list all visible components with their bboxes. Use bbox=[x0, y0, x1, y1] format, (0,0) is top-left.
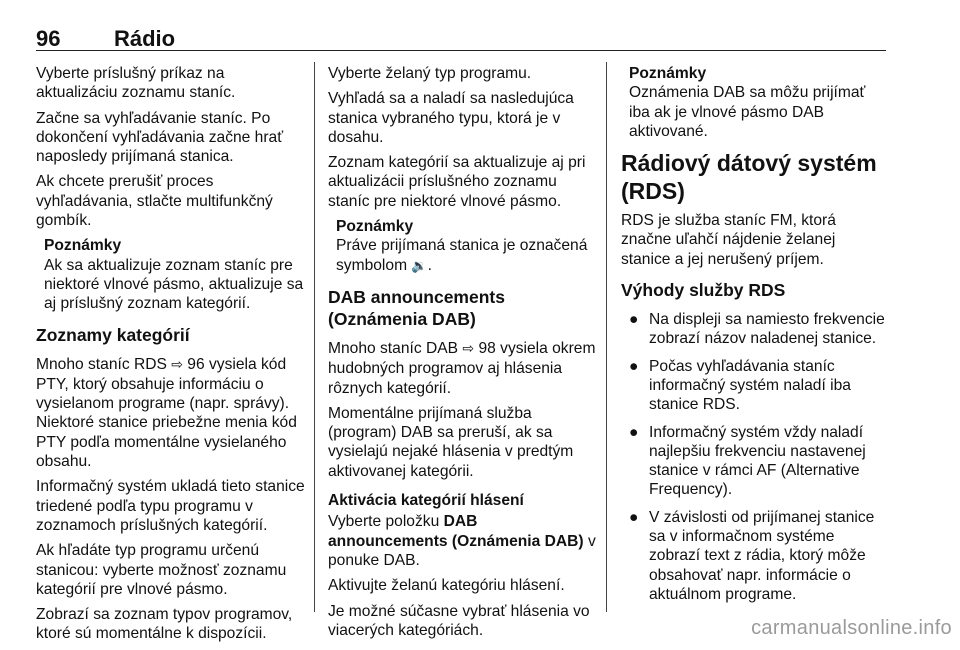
heading-rds-benefits: Výhody služby RDS bbox=[621, 280, 786, 301]
paragraph: Vyberte príslušný príkaz na aktualizáciu zoznamu staníc. bbox=[36, 65, 236, 102]
page-header bbox=[36, 22, 886, 52]
paragraph: Zobrazí sa zoznam typov programov, ktoré sú momentálne k dispozícii. bbox=[36, 606, 293, 643]
column-3 bbox=[621, 64, 889, 612]
heading-dab-announcements: DAB announcements (Oznámenia DAB) bbox=[328, 286, 505, 329]
paragraph: Informačný systém ukladá tieto stanice triedené podľa typu programu v zoznamoch príslušných kategórií. bbox=[36, 478, 305, 534]
column-2 bbox=[328, 64, 598, 646]
speaker-icon: 🔉 bbox=[411, 258, 428, 274]
paragraph: RDS je služba staníc FM, ktorá značne uľahčí nájdenie želanej stanice a jej nerušený príjem. bbox=[621, 212, 836, 268]
paragraph: Vyberte želaný typ programu. bbox=[328, 65, 532, 82]
paragraph: Aktivujte želanú kategóriu hlásení. bbox=[328, 577, 565, 595]
list-item: ● V závislosti od prijímanej stanice sa v informačnom systéme zobrazí text z rádia, ktorý môže obsahovať napr. informácie o aktuálnom programe. bbox=[629, 508, 875, 603]
page-reference[interactable]: 98 bbox=[478, 339, 496, 357]
watermark: carmanualsonline.info bbox=[751, 617, 952, 639]
column-divider-2 bbox=[606, 62, 607, 612]
subheading-activation: Aktivácia kategórií hlásení bbox=[328, 492, 524, 510]
note-title: Poznámky bbox=[44, 237, 122, 255]
note-box bbox=[629, 64, 889, 141]
note-text: Oznámenia DAB sa môžu prijímať iba ak je vlnové pásmo DAB aktivované. bbox=[629, 84, 866, 140]
paragraph: Začne sa vyhľadávanie staníc. Po dokončení vyhľadávania začne hrať naposledy prijímaná stanica. bbox=[36, 109, 284, 166]
section-title: Rádio bbox=[114, 26, 176, 51]
note-title: Poznámky bbox=[629, 65, 707, 82]
paragraph: Ak chcete prerušiť proces vyhľadávania, stlačte multifunkčný gombík. bbox=[36, 173, 273, 230]
column-1 bbox=[36, 64, 306, 650]
page-number: 96 bbox=[36, 26, 61, 51]
bullet-icon: ● bbox=[629, 311, 639, 329]
paragraph: Vyberte položku DAB announcements (Oznámenia DAB) v ponuke DAB. bbox=[328, 513, 596, 569]
page-reference[interactable]: 96 bbox=[187, 355, 205, 373]
note-title: Poznámky bbox=[336, 218, 414, 236]
note-text: Ak sa aktualizuje zoznam staníc pre niektoré vlnové pásmo, aktualizuje sa aj príslušný zoznam kategórií. bbox=[44, 256, 304, 313]
list-item: ● Na displeji sa namiesto frekvencie zobrazí názov naladenej stanice. bbox=[629, 311, 885, 348]
list-item: ● Informačný systém vždy naladí najlepšiu frekvenciu nastavenej stanice v rámci AF (Alternative Frequency). bbox=[629, 423, 866, 499]
heading-category-lists: Zoznamy kategórií bbox=[36, 324, 190, 345]
bullet-icon: ● bbox=[629, 423, 639, 441]
rds-benefits-list bbox=[621, 310, 889, 604]
list-item: ● Počas vyhľadávania staníc informačný systém naladí iba stanice RDS. bbox=[629, 357, 851, 414]
paragraph: Je možné súčasne vybrať hlásenia vo viacerých kategóriách. bbox=[328, 602, 590, 639]
paragraph: Vyhľadá sa a naladí sa nasledujúca stanica vybraného typu, ktorá je v dosahu. bbox=[328, 90, 574, 146]
page-reference-arrow-icon: ⇨ bbox=[462, 340, 475, 357]
page-reference-arrow-icon: ⇨ bbox=[171, 356, 183, 373]
menu-item-reference: DAB announcements (Oznámenia DAB) bbox=[328, 513, 584, 550]
note-text: Práve prijímaná stanica je označená symbolom 🔉. bbox=[336, 237, 588, 274]
paragraph: Momentálne prijímaná služba (program) DAB sa preruší, ak sa vysielajú nejaké hlásenia v predtým aktivovanej kategórii. bbox=[328, 404, 574, 480]
bullet-icon: ● bbox=[629, 357, 639, 375]
heading-rds: Rádiový dátový systém (RDS) bbox=[621, 150, 877, 205]
paragraph: Mnoho staníc DAB ⇨ 98 vysiela okrem hudobných programov aj hlásenia rôznych kategórií. bbox=[328, 339, 596, 397]
paragraph: Mnoho staníc RDS ⇨ 96 vysiela kód PTY, ktorý obsahuje informáciu o vysielanom programe (napr. správy). Niektoré stanice priebežne menia kód PTY podľa momentálne vysielaného obsahu. bbox=[36, 355, 297, 471]
paragraph: Ak hľadáte typ programu určenú stanicou: vyberte možnosť zoznamu kategórií pre vlnové pásmo. bbox=[36, 542, 287, 598]
paragraph: Zoznam kategórií sa aktualizuje aj pri aktualizácii príslušného zoznamu staníc pre niektoré vlnové pásmo. bbox=[328, 154, 586, 210]
header-rule bbox=[36, 50, 886, 51]
note-box bbox=[44, 236, 306, 313]
note-box bbox=[336, 217, 598, 276]
column-divider-1 bbox=[314, 62, 315, 612]
bullet-icon: ● bbox=[629, 508, 639, 526]
